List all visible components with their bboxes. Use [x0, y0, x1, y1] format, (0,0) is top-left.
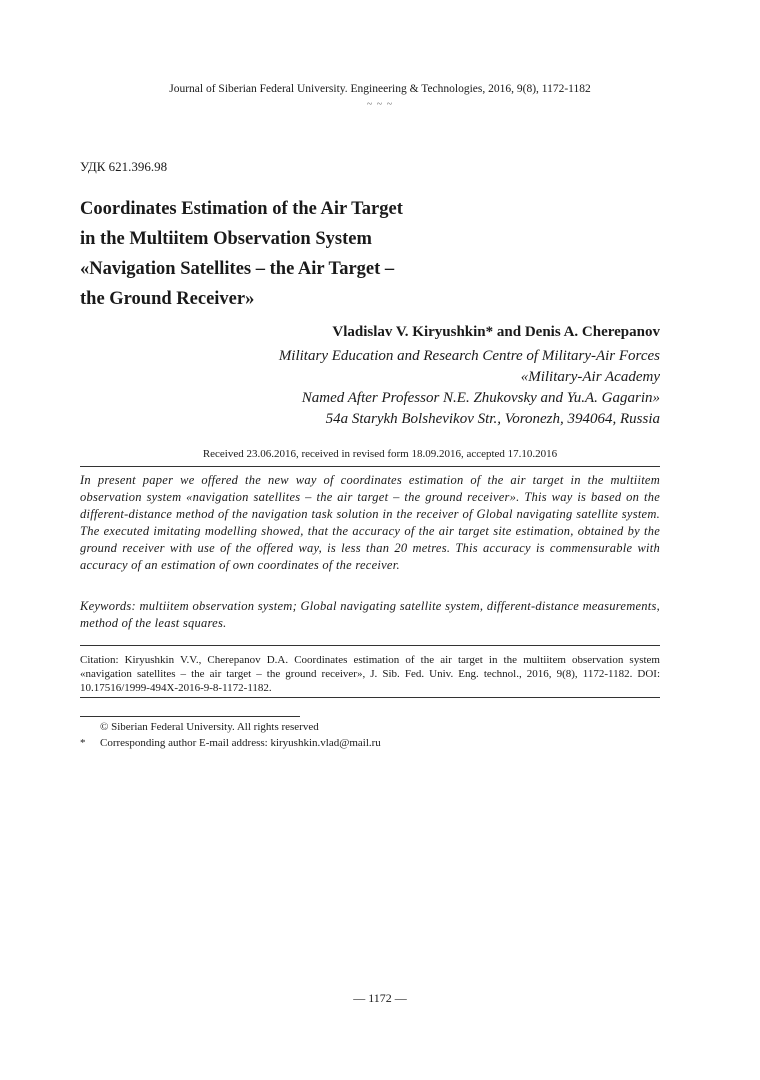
- authors: Vladislav V. Kiryushkin* and Denis A. Cherepanov: [332, 324, 660, 340]
- abstract: In present paper we offered the new way of coordinates estimation of the air target in the multiitem observation system «navigation satellites – the air target – the ground receiver». This way is based on the different-distance method of the navigation task solution in the receiver of Global navigating satellite system. The executed imitating modelling showed, that the accuracy of the air target site estimation, obtained by the ground receiver with use of the offered way, is less than 20 metres. This accuracy is commensurable with accuracy of an estimation of own coordinates of the receiver.: [80, 473, 660, 572]
- title-line: Coordinates Estimation of the Air Target: [80, 199, 403, 219]
- title-line: in the Multiitem Observation System: [80, 229, 372, 249]
- footnote-copyright: © Siberian Federal University. All rights reserved: [100, 721, 319, 733]
- received-dates: Received 23.06.2016, received in revised form 18.09.2016, accepted 17.10.2016: [202, 448, 558, 460]
- header-ornament: ~ ~ ~: [366, 99, 394, 110]
- citation: Citation: Kiryushkin V.V., Cherepanov D.A. Coordinates estimation of the air target in the multiitem observation system «navigation satellites – the air target – the ground receiver», J. Sib. Fed. Univ. Eng. technol., 2016, 9(8), 1172-1182. DOI: 10.17516/1999-494X-2016-9-8-1172-1182.: [80, 654, 660, 694]
- udk-code: УДК 621.396.98: [80, 159, 168, 174]
- footnote-corresponding-author: Corresponding author E-mail address: kiryushkin.vlad@mail.ru: [100, 737, 381, 749]
- title-line: the Ground Receiver»: [80, 289, 255, 309]
- abstract-top-rule: [80, 466, 660, 467]
- journal-header: Journal of Siberian Federal University. Engineering & Technologies, 2016, 9(8), 1172-1182: [169, 83, 591, 95]
- citation-top-rule: [80, 645, 660, 646]
- title-line: «Navigation Satellites – the Air Target –: [80, 259, 395, 279]
- keywords: Keywords: multiitem observation system; Global navigating satellite system, different-distance measurements, method of the least squares.: [80, 599, 660, 630]
- paper-title: [80, 194, 500, 314]
- page-number: — 1172 —: [353, 991, 407, 1005]
- affiliation: [140, 346, 660, 430]
- affiliation-line: 54a Starykh Bolshevikov Str., Voronezh, 394064, Russia: [325, 411, 660, 427]
- affiliation-line: Military Education and Research Centre of Military-Air Forces: [278, 348, 660, 364]
- citation-bottom-rule: [80, 697, 660, 698]
- footnote-rule: [80, 716, 300, 717]
- footnote-star-mark: *: [80, 737, 86, 749]
- affiliation-line: Named After Professor N.E. Zhukovsky and Yu.A. Gagarin»: [301, 390, 660, 406]
- affiliation-line: «Military-Air Academy: [520, 369, 660, 385]
